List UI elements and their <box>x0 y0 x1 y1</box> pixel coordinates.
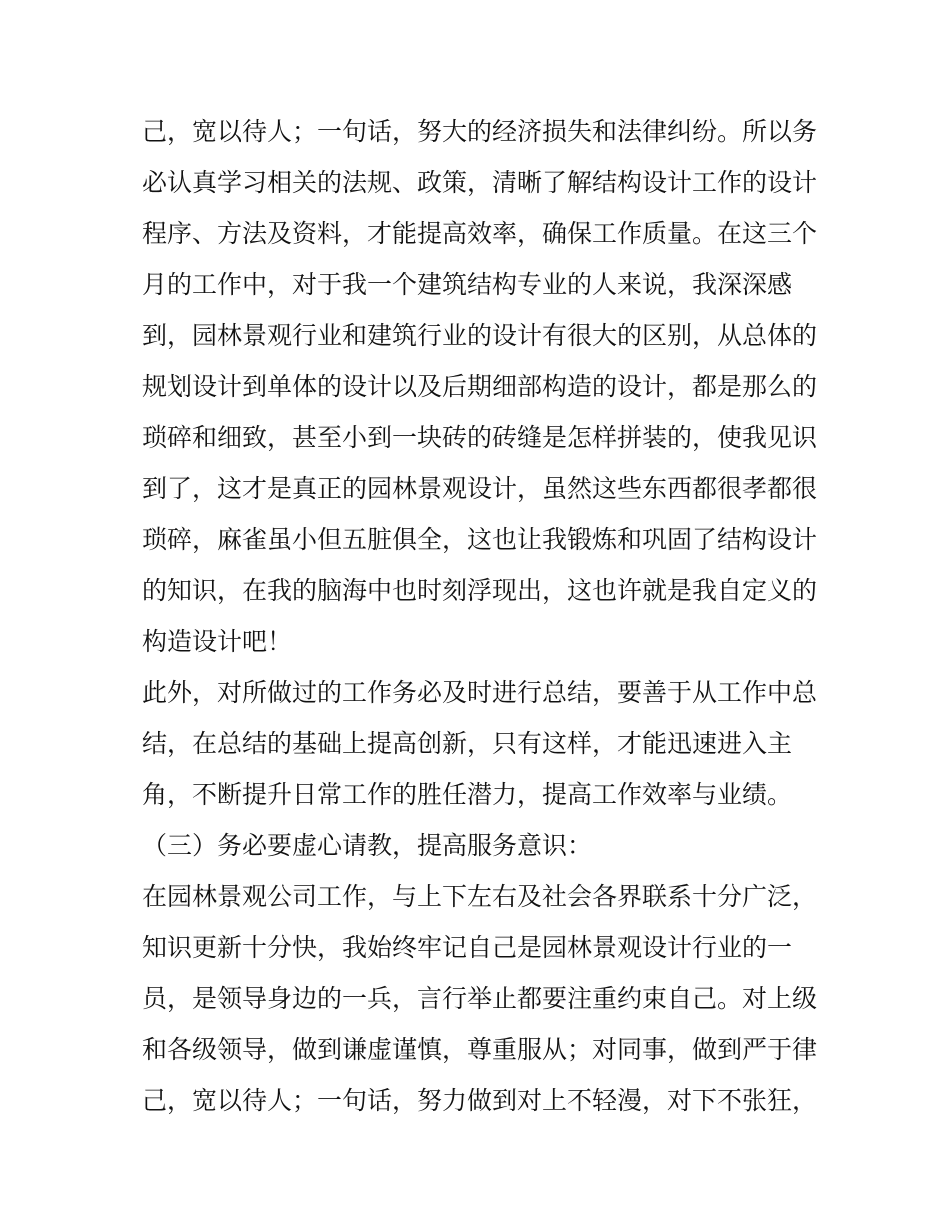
text-line-19: 和各级领导，做到谦虚谨慎，尊重服从；对同事，做到严于律 <box>142 1035 818 1064</box>
text-line-7: 琐碎和细致，甚至小到一块砖的砖缝是怎样拼装的，使我见识 <box>142 423 818 452</box>
text-line-5: 到，园林景观行业和建筑行业的设计有很大的区别，从总体的 <box>142 321 818 350</box>
text-line-9: 琐碎，麻雀虽小但五脏俱全，这也让我锻炼和巩固了结构设计 <box>142 525 818 554</box>
text-line-13: 结，在总结的基础上提高创新，只有这样，才能迅速进入主 <box>142 729 793 758</box>
text-line-6: 规划设计到单体的设计以及后期细部构造的设计，都是那么的 <box>142 372 818 401</box>
text-line-1: 己，宽以待人；一句话，努大的经济损失和法律纠纷。所以务 <box>142 117 818 146</box>
text-line-14: 角，不断提升日常工作的胜任潜力，提高工作效率与业绩。 <box>142 780 793 809</box>
text-line-11: 构造设计吧！ <box>142 627 293 656</box>
text-line-20: 己，宽以待人；一句话，努力做到对上不轻漫，对下不张狂， <box>142 1086 818 1115</box>
text-line-4: 月的工作中，对于我一个建筑结构专业的人来说，我深深感 <box>142 270 793 299</box>
text-line-3: 程序、方法及资料，才能提高效率，确保工作质量。在这三个 <box>142 219 818 248</box>
text-line-10: 的知识，在我的脑海中也时刻浮现出，这也许就是我自定义的 <box>142 576 818 605</box>
body-text <box>142 106 818 1126</box>
text-line-18: 员，是领导身边的一兵，言行举止都要注重约束自己。对上级 <box>142 984 818 1013</box>
text-line-12: 此外，对所做过的工作务必及时进行总结，要善于从工作中总 <box>142 678 818 707</box>
text-line-8: 到了，这才是真正的园林景观设计，虽然这些东西都很孝都很 <box>142 474 818 503</box>
section-heading-3: （三）务必要虚心请教，提高服务意识： <box>142 831 593 860</box>
text-line-16: 在园林景观公司工作，与上下左右及社会各界联系十分广泛， <box>142 882 818 911</box>
text-line-2: 必认真学习相关的法规、政策，清晰了解结构设计工作的设计 <box>142 168 818 197</box>
text-line-17: 知识更新十分快，我始终牢记自己是园林景观设计行业的一 <box>142 933 793 962</box>
